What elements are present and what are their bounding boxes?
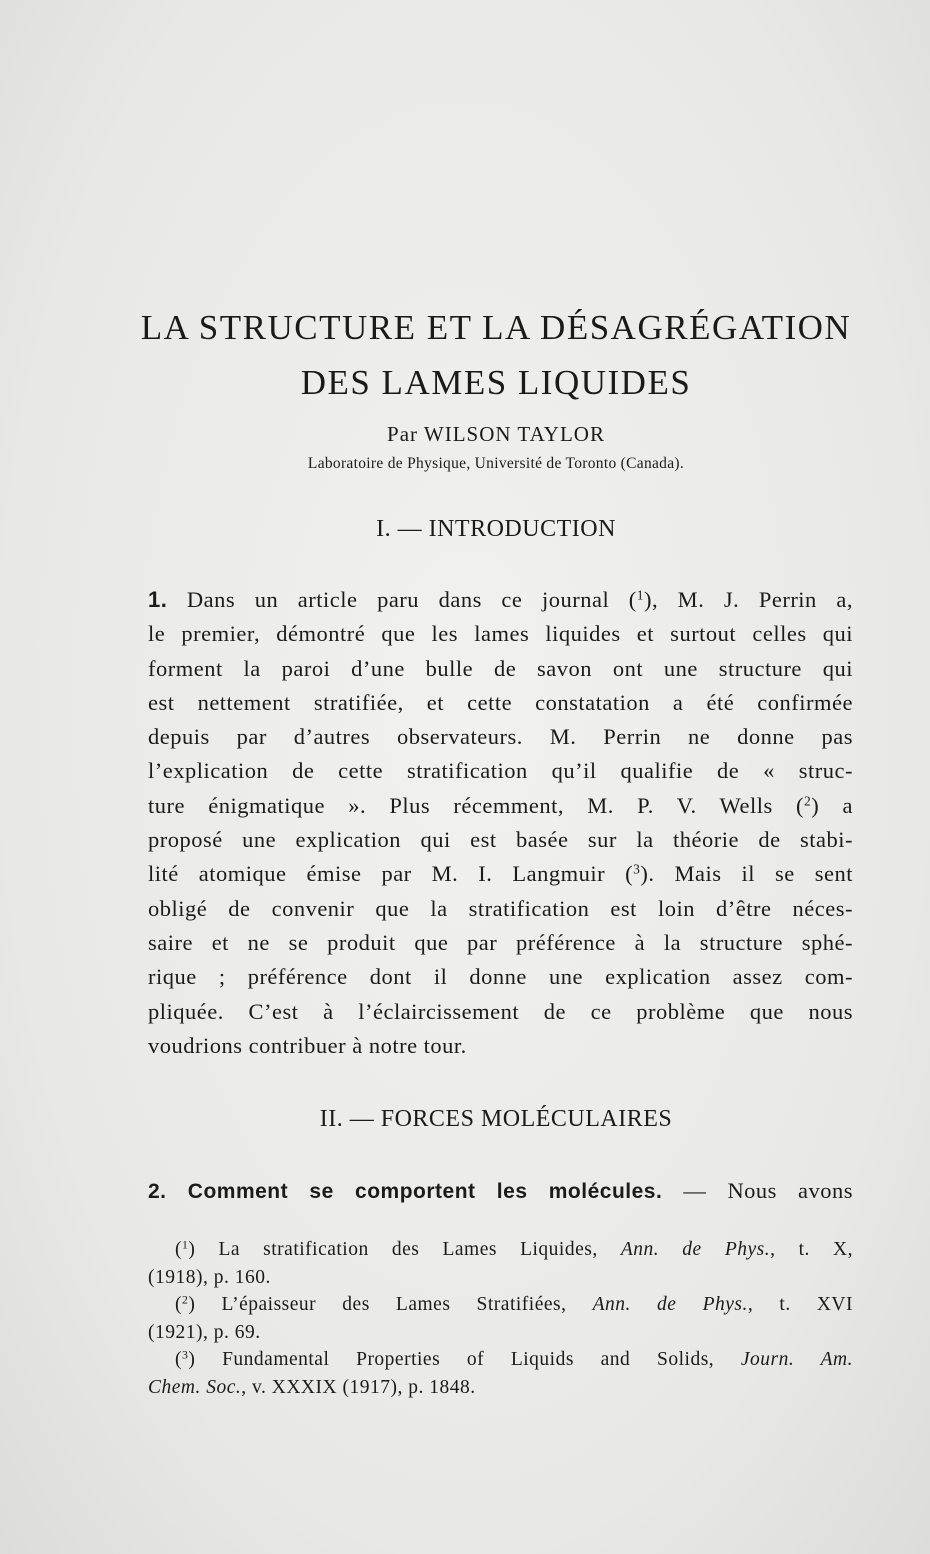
run-in-heading: Comment se comportent les molécules. <box>166 1180 663 1203</box>
paragraph-line: pliquée. C’est à l’éclaircissement de ce problème que nous <box>148 998 853 1024</box>
footnote-ref: 1 <box>636 587 644 603</box>
paragraph-line: le premier, démontré que les lames liquides et surtout celles qui <box>148 621 853 647</box>
author-byline: Par WILSON TAYLOR <box>387 422 605 446</box>
footnote: ($^2$) L’épaisseur des Lames Stratifiées, Ann. de Phys., t. XVI <box>175 1293 853 1315</box>
paragraph-number: 2. <box>148 1180 167 1203</box>
paragraph-line: proposé une explication qui est basée sur la théorie de stabi- <box>148 827 853 853</box>
paragraph-line: est nettement stratifiée, et cette constatation a été confirmée <box>148 689 853 715</box>
footnote-mark: 1 <box>182 1238 189 1252</box>
footnote-mark: 3 <box>182 1348 189 1362</box>
footnote-ref: 3 <box>633 861 641 877</box>
journal-name: Ann. de Phys. <box>592 1294 748 1315</box>
paragraph-line: saire et ne se produit que par préférence à la structure sphé- <box>148 929 853 955</box>
paragraph-1 <box>148 583 853 1063</box>
paragraph-line: lité atomique émise par M. I. Langmuir ($^3$). Mais il se sent <box>148 861 853 887</box>
paragraph-number: 1. <box>148 587 168 612</box>
paragraph-2 <box>148 1174 853 1208</box>
paragraph-line: ture énigmatique ». Plus récemment, M. P. V. Wells ($^2$) a <box>148 792 853 818</box>
author-affiliation: Laboratoire de Physique, Université de Toronto (Canada). <box>307 455 685 472</box>
article-title-line-1: LA STRUCTURE ET LA DÉSAGRÉGATION <box>140 308 852 347</box>
journal-name: Journ. Am. <box>740 1349 853 1370</box>
footnote-continuation: (1921), p. 69. <box>148 1321 261 1343</box>
footnote-ref: 2 <box>803 793 812 809</box>
footnote-continuation: Chem. Soc., v. XXXIX (1917), p. 1848. <box>148 1376 476 1398</box>
footnote: ($^1$) La stratification des Lames Liquides, Ann. de Phys., t. X, <box>175 1238 854 1260</box>
paragraph-line: 2. Comment se comportent les molécules. — Nous avons <box>148 1178 853 1203</box>
paragraph-line: 1. Dans un article paru dans ce journal ($^1$), M. J. Perrin a, <box>148 587 853 612</box>
paragraph-line: rique ; préférence dont il donne une explication assez com- <box>148 964 853 990</box>
footnotes <box>148 1236 853 1401</box>
footnote-mark: 2 <box>182 1293 189 1307</box>
article-title-line-2: DES LAMES LIQUIDES <box>300 363 692 402</box>
paragraph-line: depuis par d’autres observateurs. M. Perrin ne donne pas <box>148 724 853 750</box>
footnote-continuation: (1918), p. 160. <box>148 1266 271 1288</box>
journal-name: Ann. de Phys. <box>620 1239 771 1260</box>
footnote: ($^3$) Fundamental Properties of Liquids and Solids, Journ. Am. <box>175 1348 853 1370</box>
section-heading-forces: II. — FORCES MOLÉCULAIRES <box>319 1106 673 1132</box>
paragraph-line: obligé de convenir que la stratification est loin d’être néces- <box>148 895 853 921</box>
journal-name: Chem. Soc. <box>148 1376 242 1398</box>
paragraph-line: l’explication de cette stratification qu’il qualifie de « struc- <box>148 758 853 784</box>
section-heading-introduction: I. — INTRODUCTION <box>376 516 616 542</box>
paragraph-line: voudrions contribuer à notre tour. <box>148 1032 467 1058</box>
paragraph-line: forment la paroi d’une bulle de savon ont une structure qui <box>148 655 853 681</box>
